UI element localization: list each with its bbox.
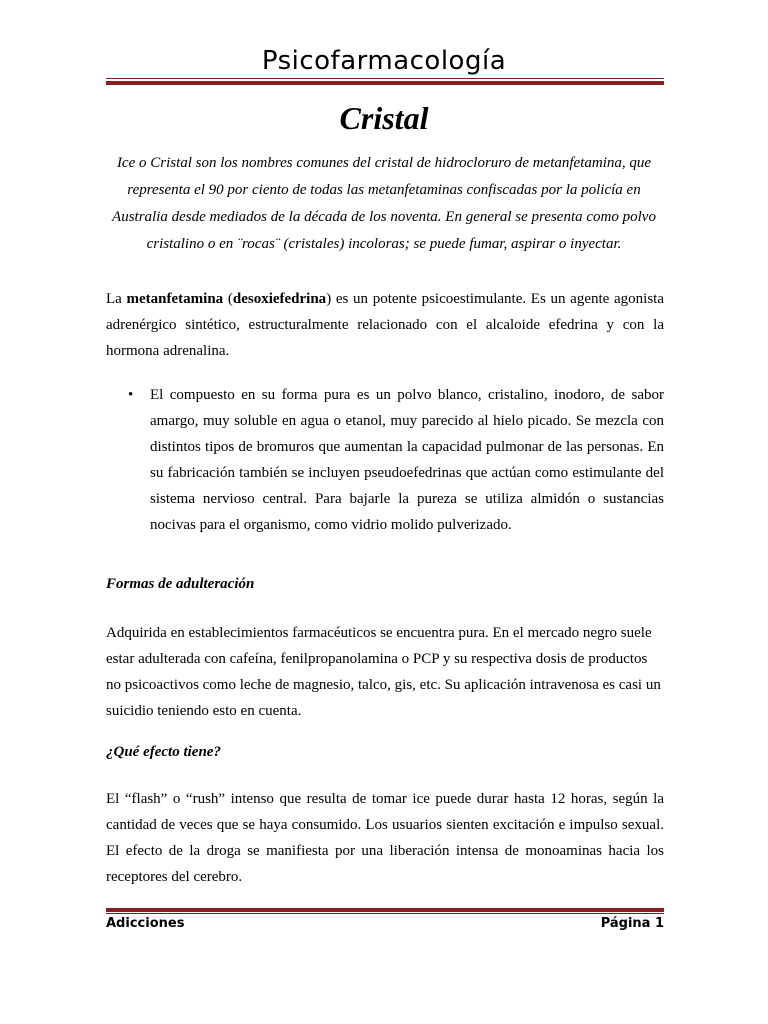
section-heading-adulteracion: Formas de adulteración: [106, 576, 255, 592]
header-rule: [106, 78, 664, 85]
footer-left-text: Adicciones: [106, 916, 185, 931]
definition-suffix: ) es un potente psicoestimulante. Es un agente agonista adrenérgico sintético, estructuralmente relacionado con el alcaloide efedrina y con la hormona adrenalina.: [106, 291, 664, 359]
definition-mid: (: [223, 291, 233, 307]
definition-prefix: La: [106, 291, 127, 307]
footer-rule-thick: [106, 908, 664, 912]
term-desoxiefedrina: desoxiefedrina: [232, 291, 327, 307]
footer-rule: [106, 908, 664, 914]
header-rule-thin: [106, 78, 664, 79]
page-number: Página 1: [600, 916, 664, 931]
header-rule-thick: [106, 81, 664, 85]
footer-rule-thin: [106, 913, 664, 914]
bullet-icon: •: [128, 387, 134, 403]
bullet-list: [106, 382, 664, 538]
page-header-title: Psicofarmacología: [261, 46, 507, 76]
intro-text: Ice o Cristal son los nombres comunes del cristal de hidrocloruro de metanfetamina, que representa el 90 por ciento de todas las metanfetaminas confiscadas por la policía en Australia desde mediados de la década de los noventa. En general se presenta como polvo cristalino o en ¨rocas¨ (cristales) incoloras; se puede fumar, aspirar o inyectar.: [112, 155, 656, 252]
adulteracion-paragraph: Adquirida en establecimientos farmacéuticos se encuentra pura. En el mercado negro suele estar adulterada con cafeína, fenilpropanolamina o PCP y su respectiva dosis de productos no psicoactivos como leche de magnesio, talco, gis, etc. Su aplicación intravenosa es casi un suicidio teniendo esto en cuenta.: [106, 625, 661, 719]
intro-paragraph: [100, 150, 668, 258]
document-title: Cristal: [339, 100, 429, 136]
list-item-text: El compuesto en su forma pura es un polvo blanco, cristalino, inodoro, de sabor amargo, muy soluble en agua o etanol, muy parecido al hielo picado. Se mezcla con distintos tipos de bromuros que aumentan la capacidad pulmonar de las personas. En su fabricación también se incluyen pseudoefedrinas que actúan como estimulante del sistema nervioso central. Para bajarle la pureza se utiliza almidón o sustancias nocivas para el organismo, como vidrio molido pulverizado.: [150, 387, 664, 533]
term-metanfetamina: metanfetamina: [126, 291, 224, 307]
section-heading-efecto: ¿Qué efecto tiene?: [106, 744, 221, 760]
list-item: [106, 382, 664, 538]
efecto-paragraph: El “flash” o “rush” intenso que resulta de tomar ice puede durar hasta 12 horas, según la cantidad de veces que se haya consumido. Los usuarios sienten excitación e impulso sexual. El efecto de la droga se manifiesta por una liberación intensa de monoaminas hacia los receptores del cerebro.: [106, 791, 664, 885]
definition-paragraph: [106, 286, 664, 364]
